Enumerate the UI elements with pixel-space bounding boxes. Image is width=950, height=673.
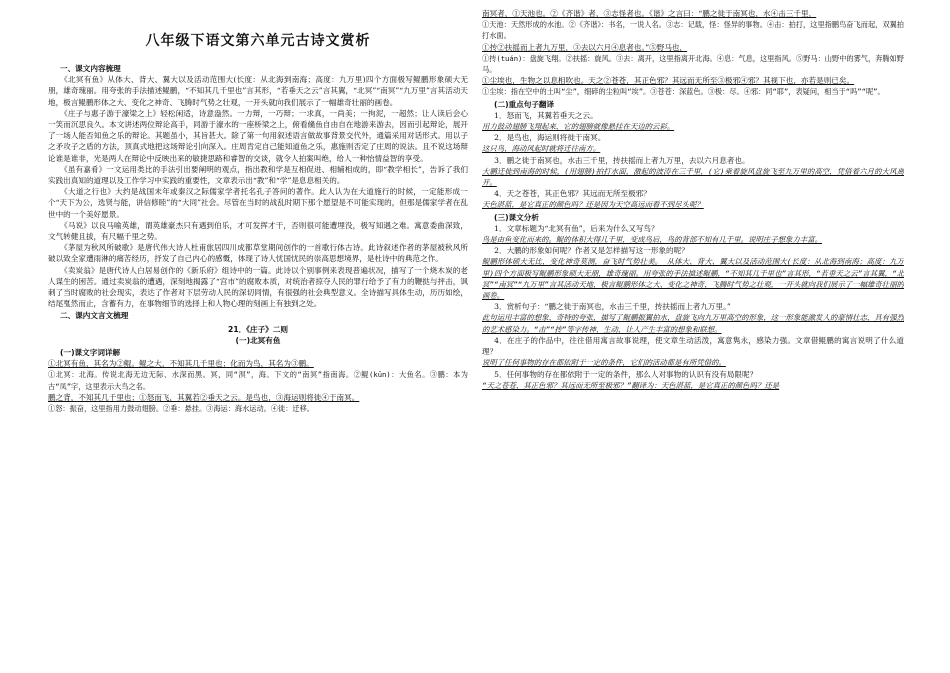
question: 3．赏析句子：“鹏之徙于南冥也，水击三千里，抟扶摇而上者九万里。” [494,302,731,312]
section-heading: 二、课内文言文梳理 [60,311,129,321]
answer: 天色湛蓝，是它真正的颜色吗？还是因为天空高远而看不到尽头呢？ [482,200,704,210]
paragraph: 《卖炭翁》是唐代诗人白居易创作的《新乐府》组诗中的一篇。此诗以个别事例来表现普遍状况，描写了一个烧木炭的老人谋生的困苦。通过卖炭翁的遭遇，深刻地揭露了“宫市”的腐败本质，对统治者掠夺人民的罪行给予了有力的鞭挞与抨击，讽刺了当时腐败的社会现实，表达了作者对下层劳动人民的深切同情，有很强的社会典型意义。全诗描写具体生动，历历如绘，结尾戛然而止，含蓄有力，在事物细节的选择上和人物心理的刻画上有独到之处。 [48,265,468,309]
paragraph: 《茅屋为秋风所破歌》是唐代伟大诗人杜甫旅居四川成都草堂期间创作的一首歌行体古诗。此诗叙述作者的茅屋被秋风所破以致全家遭雨淋的痛苦经历，抒发了自己内心的感慨，体现了诗人忧国忧民的崇高思想境界，是杜诗中的典范之作。 [48,243,468,264]
answer: 用力鼓动翅膀飞翔起来，它的翅膀就像悬挂在天边的云彩。 [482,122,675,132]
question: 5．任何事物的存在都依附于一定的条件，那么人对事物的认识有没有局限呢？ [494,369,758,379]
subsection-heading: (三)课文分析 [494,212,539,222]
question: 2．大鹏的形象如何呢？作者又是怎样描写这一形象的呢？ [494,246,689,256]
answer: 这只鸟，海动风起时就将迁往南方。 [482,144,601,154]
answer: “天之苍苍，其正色邪？其远而无所至极邪？”翻译为：天色湛蓝，是它真正的颜色吗？还是 [482,380,780,390]
answer: 鸟是由鱼变化而来的。鲲的体积大得几千里，变成鸟后，鸟的背部不知有几千里。说明庄子想象力丰富。 [482,235,822,245]
answer: 大鹏迁徙到南海的时候，(用翅膀)拍打水面，激起的波涛在三千里，(它)乘着旋风盘旋飞至九万里的高空，凭借着六月的大风离开。 [482,166,904,188]
answer: 说明了任何事物的存在都依附于一定的条件，它们的活动都是有所凭借的。 [482,358,726,368]
left-column [48,62,468,668]
subsection-heading: (一)课文字词详解 [60,348,121,358]
paragraph: 《虽有嘉肴》一文运用类比的手法引出要阐明的观点，指出教和学是互相促进、相辅相成的，即“教学相长”，告诉了我们实践出真知的道理以及工作学习中实践的重要性，文章表示出“教”和“学”是息息相关的。 [48,164,468,186]
answer: 此句运用丰富的想象、奇特的夸张，描写了鲲鹏振翼拍水，盘旋飞向九万里高空的形象，这一形象能激发人的豪情壮志，具有强烈的艺术感染力。“击”“抟”等字传神、生动，让人产生丰富的想象和联想。 [482,313,904,334]
question: 3．鹏之徙于南冥也，水击三千里，抟扶摇而上者九万里，去以六月息者也。 [494,155,750,165]
question: 4．天之苍苍，其正色邪？其远而无所至极邪？ [494,189,651,199]
subsection-heading: (二)重点句子翻译 [494,99,555,109]
answer: 鲲鹏形体硕大无比，变化神奇莫测，奋飞时气势壮美。 从体大、背大、翼大以及活动范围大(长度：从北海到南海；高度：九万里)四个方面极写鲲鹏形象硕大无朋，雄奇瑰丽。用夸张的手法描述鲲鹏，“不知其几千里也”言其形，“若垂天之云”言其翼，“北冥”“南冥”“九万里”言其活动天地，极言鲲鹏形体之大、变化之神奇、飞腾时气势之壮观，一开头就向我们展示了一幅雄奇壮丽的画卷。 [482,257,904,301]
source-sentence: ①尘埃也，生物之以息相吹也。天之②苍苍，其正色邪？其远而无所至③极邪④邪？其视下也，亦若是则已矣。 [482,76,855,86]
annotation: ①尘埃：指在空中的土叫“尘”，细碎的尘粒叫“埃”。③苍苍：深蓝色。③极：尽。④邪：同“耶”，表疑问，相当于“吗”“呢”。 [482,87,885,97]
document-title: 八年级下语文第六单元古诗文赏析 [145,33,371,49]
question: 2．是鸟也，海运则将徙于南冥。 [494,133,606,143]
question: 1．文章标题为“北冥有鱼”，后来为什么又写鸟？ [494,223,659,233]
annotation: ①抟(tuán)：盘旋飞翔。②扶摇：旋风。③去：离开，这里指离开北海。④息：气息，这里指风。⑤野马：山野中的雾气，奔腾如野马。 [482,53,904,75]
question: 1．怒而飞，其翼若垂天之云。 [494,110,598,120]
lesson-subtitle: (一)北冥有鱼 [235,335,281,345]
annotation: ①北冥：北海。传说北海无边无际、水深而黑。冥，同“溟”，海。下文的“南冥”指南海。②鲲(kūn)：大鱼名。③鹏：本为古“凤”字，这里表示大鸟之名。 [48,370,468,391]
source-sentence: ①抟②扶摇而上者九万里，③去以六月④息者也。”⑤野马也， [482,42,688,52]
annotation: ①天池：天然形成的水池。②《齐谐》：书名，一说人名。③志：记载，怪：怪异的事物。④击：拍打，这里指鹏鸟奋飞而起，双翼拍打水面。 [482,20,904,41]
annotation: ①怒：振奋，这里指用力鼓动翅膀。②垂：悬挂。③海运：海水运动。④徙：迁移。 [48,404,314,414]
paragraph: 《庄子与惠子游于濠梁之上》轻松闲适，诗意盎然。一力辩，一巧辩；一求真，一尚美；一拘泥，一超然；让人读后会心一笑而沉思良久。本文讲述两位辩论高手，同游于濠水的一座桥梁之上，俯看鯈鱼自由自在地游来游去，因而引起辩论，展开了一场人能否知鱼之乐的辩论。其题虽小，其旨甚大。除了第一句用叙述语言做故事背景交代外，通篇采用对话形式。用以子之矛攻子之盾的方法，顶真式地把这场辩论引向深入。庄周肯定自己能知道鱼之乐，惠施则否定了庄周的说法。且不说这场辩论谁是谁非，光是两人在辩论中反映出来的敏捷思路和睿智的交谈，就令人拍案叫绝，给人一种怡情益智的享受。 [48,108,468,163]
source-sentence: 南冥者，①天池也。②《齐谐》者，③志怪者也。《谐》之言曰：“鹏之徙于南冥也，水④击三千里， [482,9,817,18]
source-sentence: 鹏之背，不知其几千里也；①怒而飞，其翼若②垂天之云。是鸟也，③海运则将徙④于南冥。 [48,392,360,402]
right-column [482,8,904,670]
question: 4．在庄子的作品中，往往借用寓言故事说理，使文章生动活泼，寓意隽永，感染力强。文章借鲲鹏的寓言说明了什么道理？ [482,335,904,357]
paragraph: 《大道之行也》大约是战国末年或秦汉之际儒家学者托名孔子答问的著作。此人认为在大道施行的时候，一定能形成一个“天下为公，选贤与能，讲信修睦”的“大同”社会。尽管在当时的战乱时期下那个愿望是不可能实现的，但那是儒家学者在乱世中的一个美好愿景。 [48,187,468,219]
source-sentence: ①北冥有鱼，其名为②鲲。鲲之大，不知其几千里也；化而为鸟，其名为③鹏。 [48,359,314,369]
section-heading: 一、课文内容梳理 [60,64,121,73]
paragraph: 《北冥有鱼》从体大、背大、翼大以及活动范围大(长度：从北海到南海；高度：九万里)四个方面极写鲲鹏形象硕大无朋，雄奇瑰丽。用夸张的手法描述鲲鹏，“不知其几千里也”言其形，“若垂天之云”言其翼，“北冥”“南冥”“九万里”言其活动天地，极言鲲鹏形体之大、变化之神奇、飞腾时气势之壮观，一开头就向我们展示了一幅雄奇壮丽的画卷。 [48,75,468,107]
paragraph: 《马说》以良马喻英雄，谓英雄豪杰只有遇到伯乐，才可发挥才干，否则很可能遭埋没，极写知遇之难。寓意委曲深致，文气转健且拔，有尺幅千里之势。 [48,220,468,242]
lesson-title: 21．《庄子》二则 [228,324,288,334]
